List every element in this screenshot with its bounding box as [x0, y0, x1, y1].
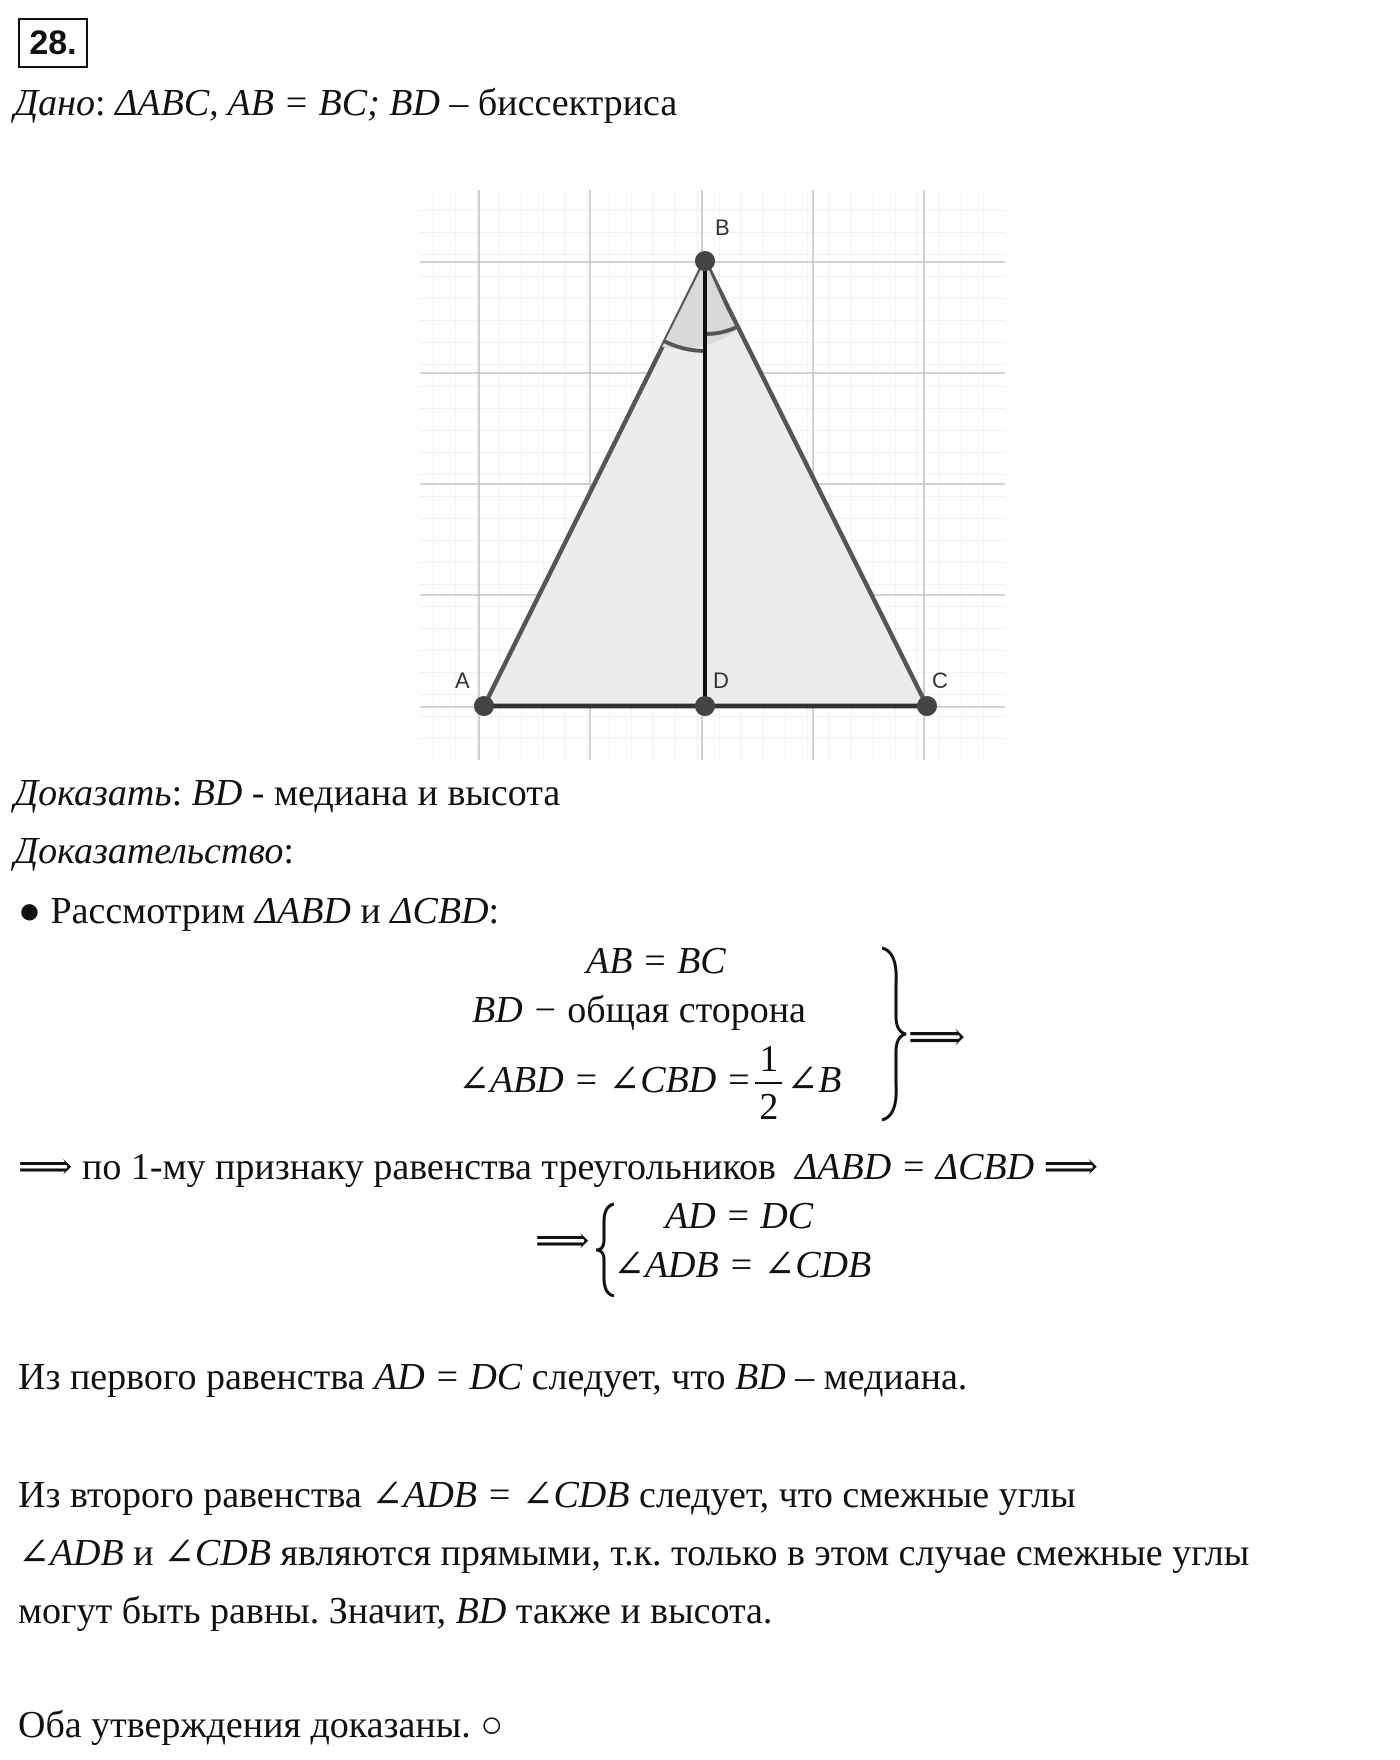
- right-brace-icon: [878, 944, 908, 1124]
- system1-line2: [472, 987, 806, 1033]
- criterion-arrow: ⟹: [18, 1146, 73, 1188]
- bullet-icon: ●: [18, 890, 41, 932]
- consider-line: [18, 888, 499, 934]
- second-line1: [18, 1472, 1076, 1518]
- fraction-numerator: 1: [755, 1040, 782, 1084]
- label-c: C: [932, 668, 948, 693]
- given-text: биссектриса: [477, 82, 678, 124]
- second-l2-m2: ∠CDB: [163, 1532, 271, 1574]
- second-line3: [18, 1588, 772, 1634]
- second-l2-t1: и: [133, 1532, 154, 1574]
- prove-colon: :: [171, 772, 183, 814]
- system2-arrow: ⟹: [535, 1220, 590, 1262]
- given-math: ΔABC, AB = BC; BD: [115, 82, 440, 124]
- criterion-math: ΔABD = ΔCBD: [794, 1146, 1035, 1188]
- problem-number: 28.: [18, 18, 88, 68]
- second-l3-t1: могут быть равны. Значит,: [18, 1590, 447, 1632]
- second-l1-t2: следует, что смежные углы: [638, 1474, 1076, 1516]
- consider-text: Рассмотрим: [50, 890, 246, 932]
- prove-text: - медиана и высота: [251, 772, 561, 814]
- end-of-proof-icon: ○: [480, 1704, 504, 1746]
- second-line2: [18, 1530, 1249, 1576]
- consider-colon: :: [488, 890, 500, 932]
- point-d: [695, 696, 715, 716]
- second-l1-t1: Из второго равенства: [18, 1474, 362, 1516]
- given-line: [14, 80, 677, 126]
- given-dash: –: [449, 82, 469, 124]
- first-conclusion: [18, 1354, 967, 1400]
- first-t1: Из первого равенства: [18, 1356, 365, 1398]
- given-colon: :: [95, 82, 106, 124]
- half-fraction: [755, 1038, 782, 1129]
- point-c: [917, 696, 937, 716]
- second-l3-t2: также и высота.: [515, 1590, 773, 1632]
- label-d: D: [713, 668, 729, 693]
- second-l2-m1: ∠ADB: [18, 1532, 124, 1574]
- prove-label: Доказать: [14, 772, 172, 814]
- system1-arrow: ⟹: [908, 1014, 966, 1059]
- criterion-arrow2: ⟹: [1043, 1146, 1099, 1188]
- criterion-line: [18, 1144, 1098, 1190]
- proof-heading: [14, 828, 294, 874]
- fraction-denominator: 2: [759, 1086, 779, 1129]
- prove-line: [14, 770, 560, 816]
- given-label: Дано: [14, 82, 96, 124]
- first-m1: AD = DC: [374, 1356, 523, 1398]
- first-t3: – медиана.: [795, 1356, 968, 1398]
- final-conclusion: [18, 1702, 503, 1748]
- label-b: B: [715, 215, 730, 240]
- first-m2: BD: [735, 1356, 786, 1398]
- prove-math: BD: [191, 772, 243, 814]
- proof-label: Доказательство: [14, 830, 284, 872]
- triangle-figure: [420, 190, 1005, 760]
- second-l2-t2: являются прямыми, т.к. только в этом случае смежные углы: [280, 1532, 1250, 1574]
- proof-colon: :: [283, 830, 294, 872]
- first-t2: следует, что: [531, 1356, 726, 1398]
- point-b: [695, 251, 715, 271]
- consider-math2: ΔCBD: [390, 890, 489, 932]
- system1-line1: AB = BC: [586, 940, 726, 982]
- system1-line2-math: BD −: [472, 989, 558, 1031]
- system1-line3-right: ∠B: [786, 1059, 842, 1101]
- consider-math1: ΔABD: [254, 890, 351, 932]
- label-a: A: [455, 668, 470, 693]
- point-a: [474, 696, 494, 716]
- consider-and: и: [360, 890, 381, 932]
- second-l1-m1: ∠ADB = ∠CDB: [371, 1474, 630, 1516]
- criterion-text: по 1-му признаку равенства треугольников: [81, 1146, 776, 1188]
- system2-line2: ∠ADB = ∠CDB: [613, 1244, 872, 1286]
- system2-line1: AD = DC: [665, 1195, 814, 1237]
- system1-line3-left: ∠ABD = ∠CBD =: [458, 1059, 752, 1101]
- conclusion-text: Оба утверждения доказаны.: [18, 1704, 471, 1746]
- second-l3-m1: BD: [455, 1590, 507, 1632]
- system1-line3: [458, 1038, 842, 1129]
- system1-line2-text: общая сторона: [567, 989, 806, 1031]
